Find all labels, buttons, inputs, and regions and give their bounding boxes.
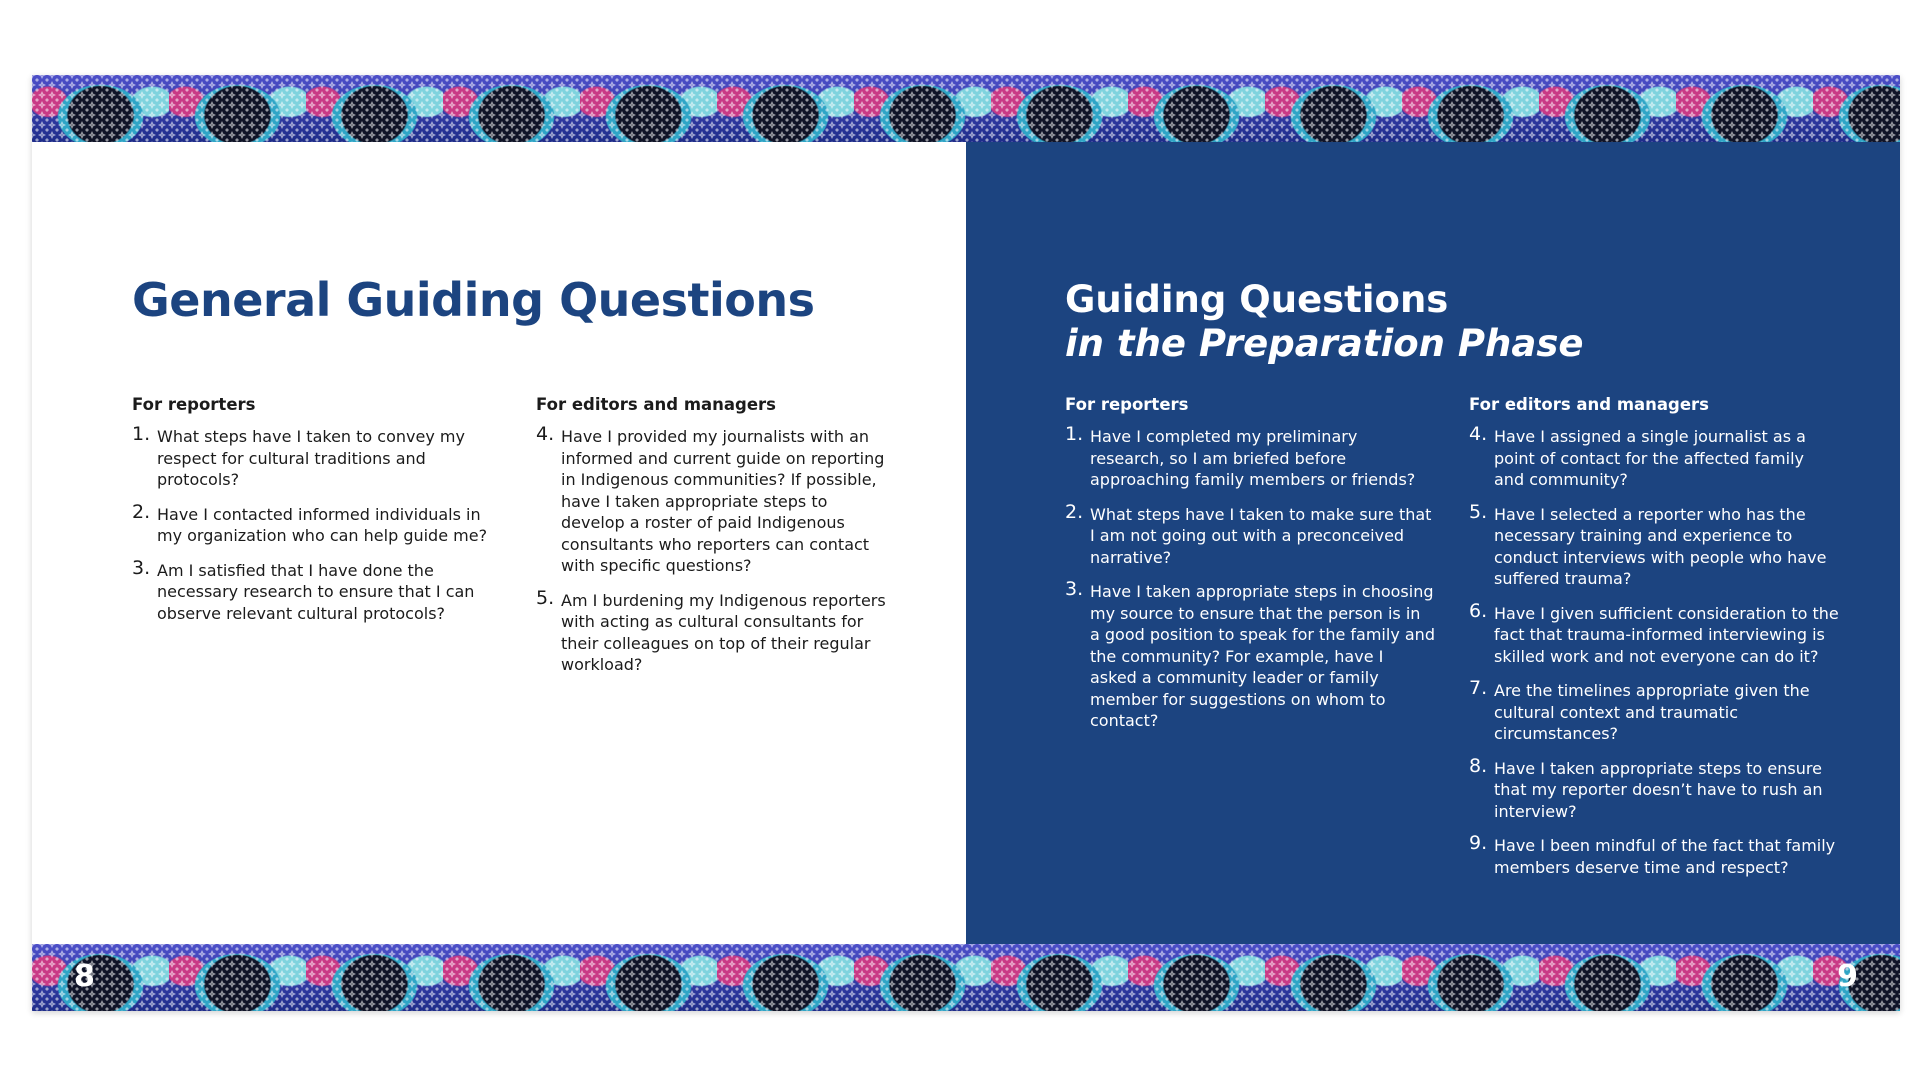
reporters-column [1065, 395, 1435, 745]
section-heading: For editors and managers [1469, 395, 1710, 414]
question-list [1469, 423, 1839, 878]
item-text: Have I selected a reporter who has the necessary training and experience to conduct interviews with people who have suffered trauma? [1494, 504, 1827, 588]
list-item [1469, 677, 1839, 745]
item-text: What steps have I taken to convey my respect for cultural traditions and protocols? [157, 427, 465, 489]
item-number: 2. [1065, 500, 1084, 523]
left-page [32, 142, 966, 944]
item-text: Have I taken appropriate steps in choosing my source to ensure that the person is in a good position to speak for the family and the community? For example, have I asked a community leader or family member for suggestions on whom to contact? [1090, 582, 1435, 730]
item-text: Are the timelines appropriate given the cultural context and traumatic circumstances? [1494, 681, 1810, 743]
item-number: 3. [132, 556, 151, 579]
page-title [1065, 278, 1583, 366]
item-text: Am I burdening my Indigenous reporters with acting as cultural consultants for their colleagues on top of their regular workload? [561, 590, 886, 674]
page-title: General Guiding Questions [132, 273, 815, 327]
question-list [132, 423, 502, 624]
title-line: Guiding Questions [1065, 278, 1449, 321]
list-item [1065, 423, 1435, 491]
item-number: 5. [536, 586, 555, 609]
item-text: Have I given sufficient consideration to the fact that trauma-informed interviewing is skilled work and not everyone can do it? [1494, 603, 1839, 666]
item-text: Have I provided my journalists with an informed and current guide on reporting in Indigenous communities? If possible, have I taken appropriate steps to develop a roster of paid Indigenous consultants who reporters can contact with specific questions? [561, 427, 885, 575]
list-item [1469, 832, 1839, 878]
list-item [1065, 578, 1435, 732]
question-list [536, 423, 896, 676]
list-item [132, 500, 502, 547]
list-item [1469, 423, 1839, 491]
list-item [1469, 500, 1839, 590]
list-item [536, 423, 896, 577]
item-number: 5. [1469, 500, 1488, 523]
item-number: 6. [1469, 599, 1488, 622]
item-number: 3. [1065, 578, 1084, 600]
list-item [132, 423, 502, 491]
question-list [1065, 423, 1435, 732]
item-number: 8. [1469, 754, 1488, 777]
item-number: 1. [1065, 423, 1084, 445]
item-text: Have I taken appropriate steps to ensure that my reporter doesn’t have to rush an interview? [1494, 758, 1823, 821]
editors-column [1469, 395, 1839, 891]
item-number: 4. [536, 423, 555, 445]
item-number: 7. [1469, 677, 1488, 699]
section-heading: For reporters [132, 395, 256, 414]
list-item [132, 556, 502, 625]
item-text: Have I assigned a single journalist as a point of contact for the affected family and community? [1494, 427, 1806, 489]
title-line-italic: in the Preparation Phase [1065, 322, 1584, 365]
decorative-pattern-band-bottom [32, 944, 1900, 1011]
item-number: 4. [1469, 423, 1488, 445]
reporters-column [132, 395, 502, 637]
item-text: Have I been mindful of the fact that family members deserve time and respect? [1494, 836, 1836, 877]
page-number-right: 9 [1837, 959, 1858, 994]
list-item [1469, 754, 1839, 823]
page-number-left: 8 [74, 959, 95, 994]
section-heading: For editors and managers [536, 395, 777, 414]
item-number: 2. [132, 500, 151, 523]
decorative-pattern-band-top [32, 75, 1900, 142]
editors-column [536, 395, 896, 689]
right-page [966, 142, 1900, 944]
item-text: Have I contacted informed individuals in my organization who can help guide me? [157, 504, 488, 545]
section-heading: For reporters [1065, 395, 1189, 414]
item-text: What steps have I taken to make sure that I am not going out with a preconceived narrative? [1090, 504, 1432, 567]
item-text: Have I completed my preliminary research, so I am briefed before approaching family members or friends? [1090, 427, 1416, 489]
list-item [1065, 500, 1435, 569]
list-item [1469, 599, 1839, 668]
item-text: Am I satisfied that I have done the necessary research to ensure that I can observe relevant cultural protocols? [157, 560, 475, 623]
list-item [536, 586, 896, 676]
item-number: 1. [132, 423, 151, 445]
brochure-spread [32, 75, 1900, 1011]
item-number: 9. [1469, 832, 1488, 854]
